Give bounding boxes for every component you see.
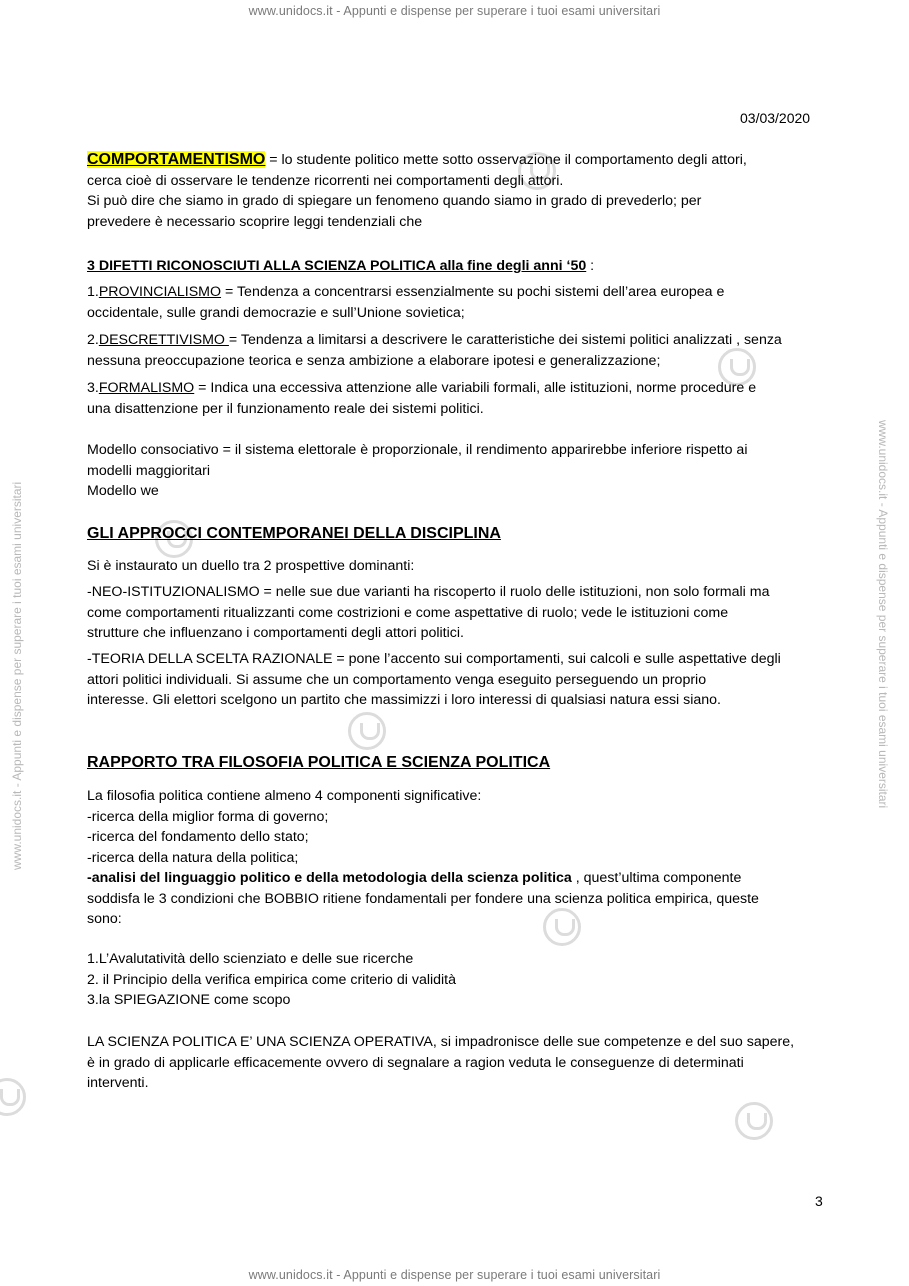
page-number: 3 [815,1193,823,1209]
footer-watermark: www.unidocs.it - Appunti e dispense per superare i tuoi esami universitari [248,1268,661,1282]
comportamentismo-paragraph: COMPORTAMENTISMO = lo studente politico mette sotto osservazione il comportamento degli attori, cerca cioè di osservare le tendenze ricorrenti nei comportamenti degli attori. Si può dire che siamo in grado di spiegare un fenomeno quando siamo in grado di prevederlo; per prevedere è necessario scoprire leggi tendenziali che [87,151,747,230]
left-side-watermark: www.unidocs.it - Appunti e dispense per superare i tuoi esami universitari [10,481,24,870]
right-side-watermark: www.unidocs.it - Appunti e dispense per superare i tuoi esami universitari [876,420,890,809]
unidocs-logo-icon [735,1102,773,1140]
approcci-intro: Si è instaurato un duello tra 2 prospettive dominanti: [87,558,415,574]
difetto-item: 2.DESCRETTIVISMO = Tendenza a limitarsi a descrivere le caratteristiche dei sistemi politici analizzati , senza nessuna preoccupazione teorica e senza ambizione a elaborare ipotesi e generalizzazione; [87,332,782,369]
unidocs-logo-icon [348,712,386,750]
document-date: 03/03/2020 [740,110,811,126]
comportamentismo-term: COMPORTAMENTISMO [87,151,266,168]
closing-paragraph: LA SCIENZA POLITICA E’ UNA SCIENZA OPERATIVA, si impadronisce delle sue competenze e del suo sapere, è in grado di applicarle efficacemente ovvero di segnalare a ragion veduta le conseguenze di determinati interventi. [87,1034,795,1091]
list-item: 2. il Principio della verifica empirica come criterio di validità [87,971,457,988]
rapporto-paragraph: La filosofia politica contiene almeno 4 componenti significative: -ricerca della miglior forma di governo; -ricerca del fondamento dello stato; -ricerca della natura della politica; -analisi del linguaggio politico e della metodologia della scienza politica , quest’ultima componente soddisfa le 3 condizioni che BOBBIO ritiene fondamentali per fondere una scienza politica empirica, queste sono: [87,788,759,927]
header-watermark: www.unidocs.it - Appunti e dispense per superare i tuoi esami universitari [248,4,661,18]
difetto-item: 3.FORMALISMO = Indica una eccessiva attenzione alle variabili formali, alle istituzioni, norme procedure e una disattenzione per il funzionamento reale dei sistemi politici. [87,380,757,417]
bobbio-conditions-list [87,949,827,1011]
neo-istituzionalismo-paragraph: -NEO-ISTITUZIONALISMO = nelle sue due varianti ha riscoperto il ruolo delle istituzioni, non solo formali ma come comportamenti ritualizzanti come costrizioni e come aspettative di ruolo; vede le istituzioni come strutture che influenzano i comportamenti degli attori politici. [87,584,770,641]
list-item: 3.la SPIEGAZIONE come scopo [87,992,291,1008]
rapporto-heading: RAPPORTO TRA FILOSOFIA POLITICA E SCIENZA POLITICA [87,754,551,771]
scelta-razionale-paragraph: -TEORIA DELLA SCELTA RAZIONALE = pone l’accento sui comportamenti, sui calcoli e sulle aspettative degli attori politici individuali. Si assume che un comportamento venga eseguito perseguendo un proprio interesse. Gli elettori scelgono un partito che massimizzi i loro interessi di qualsiasi natura essi siano. [87,651,781,708]
unidocs-logo-icon [0,1078,26,1116]
difetto-item: 1.PROVINCIALISMO = Tendenza a concentrarsi essenzialmente su pochi sistemi dell’area europea e occidentale, sulle grandi democrazie e sull’Unione sovietica; [87,284,725,321]
modello-paragraph: Modello consociativo = il sistema elettorale è proporzionale, il rendimento apparirebbe inferiore rispetto ai modelli maggioritari Modello we [87,442,748,499]
difetti-heading: 3 DIFETTI RICONOSCIUTI ALLA SCIENZA POLITICA alla fine degli anni ‘50 : [87,258,595,274]
list-item: 1.L’Avalutatività dello scienziato e delle sue ricerche [87,951,414,967]
approcci-heading: GLI APPROCCI CONTEMPORANEI DELLA DISCIPLINA [87,525,501,542]
